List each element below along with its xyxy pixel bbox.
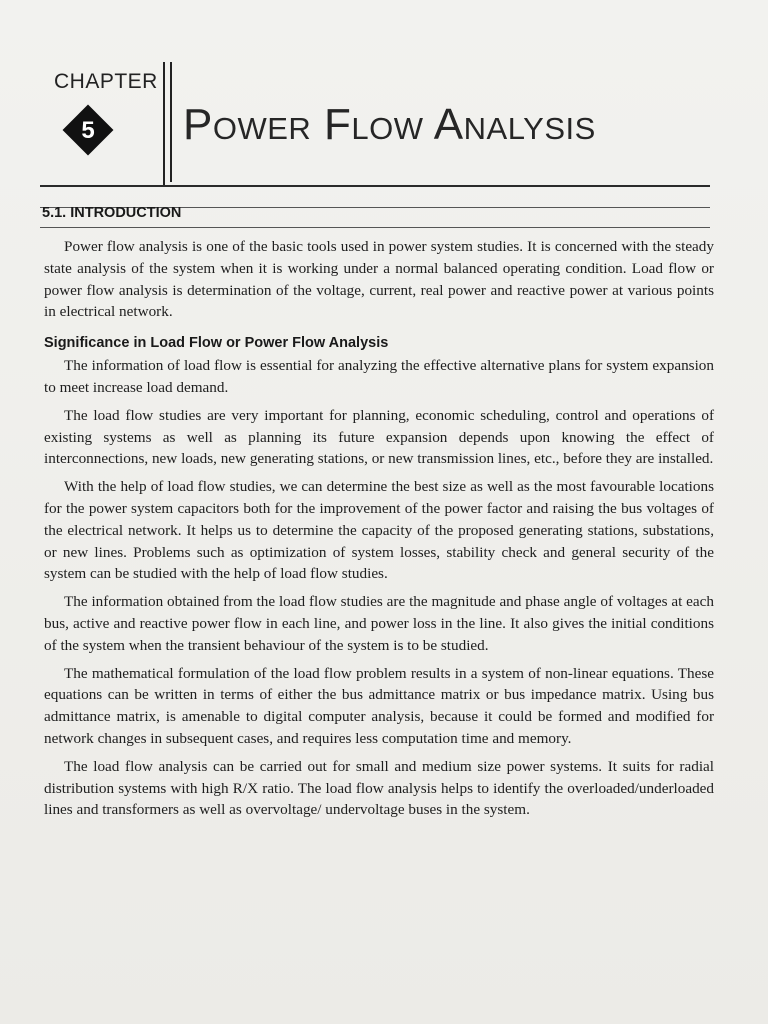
paragraph: The load flow analysis can be carried out for small and medium size power systems. It suits for radial distribution systems with high R/X ratio. The load flow analysis helps to identify the overloaded/underloaded lines and transformers as well as overvoltage/ undervoltage buses in the system. — [44, 757, 714, 819]
vertical-divider — [163, 62, 165, 186]
paragraph: The information obtained from the load flow studies are the magnitude and phase angle of voltages at each bus, active and reactive power flow in each line, and power loss in the line. It also gives the initial conditions of the system when the transient behaviour of the system is to be studied. — [44, 593, 714, 654]
intro-paragraph: Power flow analysis is one of the basic tools used in power system studies. It is concerned with the steady state analysis of the system when it is working under a normal balanced operating condition. Load flow or power flow analysis is determination of the voltage, current, real power and reactive power at various points in electrical network. — [44, 238, 714, 321]
vertical-divider-inner — [170, 62, 172, 182]
chapter-number: 5 — [81, 117, 95, 144]
chapter-title: Power Flow Analysis — [183, 100, 596, 149]
paragraph: The information of load flow is essential for analyzing the effective alternative plans for system expansion to meet increase load demand. — [44, 357, 714, 396]
paragraph: With the help of load flow studies, we can determine the best size as well as the most favourable locations for the power system capacitors both for the improvement of the power factor and raising the bus voltages of the electrical network. It helps us to determine the capacity of the proposed generating stations, substations, or new lines. Problems such as optimization of system losses, stability check and general security of the system can be studied with the help of load flow studies. — [44, 478, 714, 583]
paragraph: The mathematical formulation of the load flow problem results in a system of non-linear equations. These equations can be written in terms of either the bus admittance matrix or bus impedance matrix. Using bus admittance matrix, is amenable to digital computer analysis, because it could be formed and modified for network changes in subsequent cases, and requires less computation time and memory. — [44, 664, 714, 747]
body-text — [44, 236, 714, 827]
header-rule — [40, 185, 710, 187]
subheading: Significance in Load Flow or Power Flow Analysis — [44, 335, 389, 352]
section-rule-bottom — [40, 227, 710, 228]
paragraph: The load flow studies are very important for planning, economic scheduling, control and operations of existing systems as well as planning its future expansion depends upon knowing the effect of interconnections, new loads, new generating stations, or new transmission lines, etc., before they are installed. — [44, 406, 714, 468]
section-heading: 5.1. INTRODUCTION — [42, 205, 182, 221]
chapter-label: CHAPTER — [54, 70, 158, 93]
